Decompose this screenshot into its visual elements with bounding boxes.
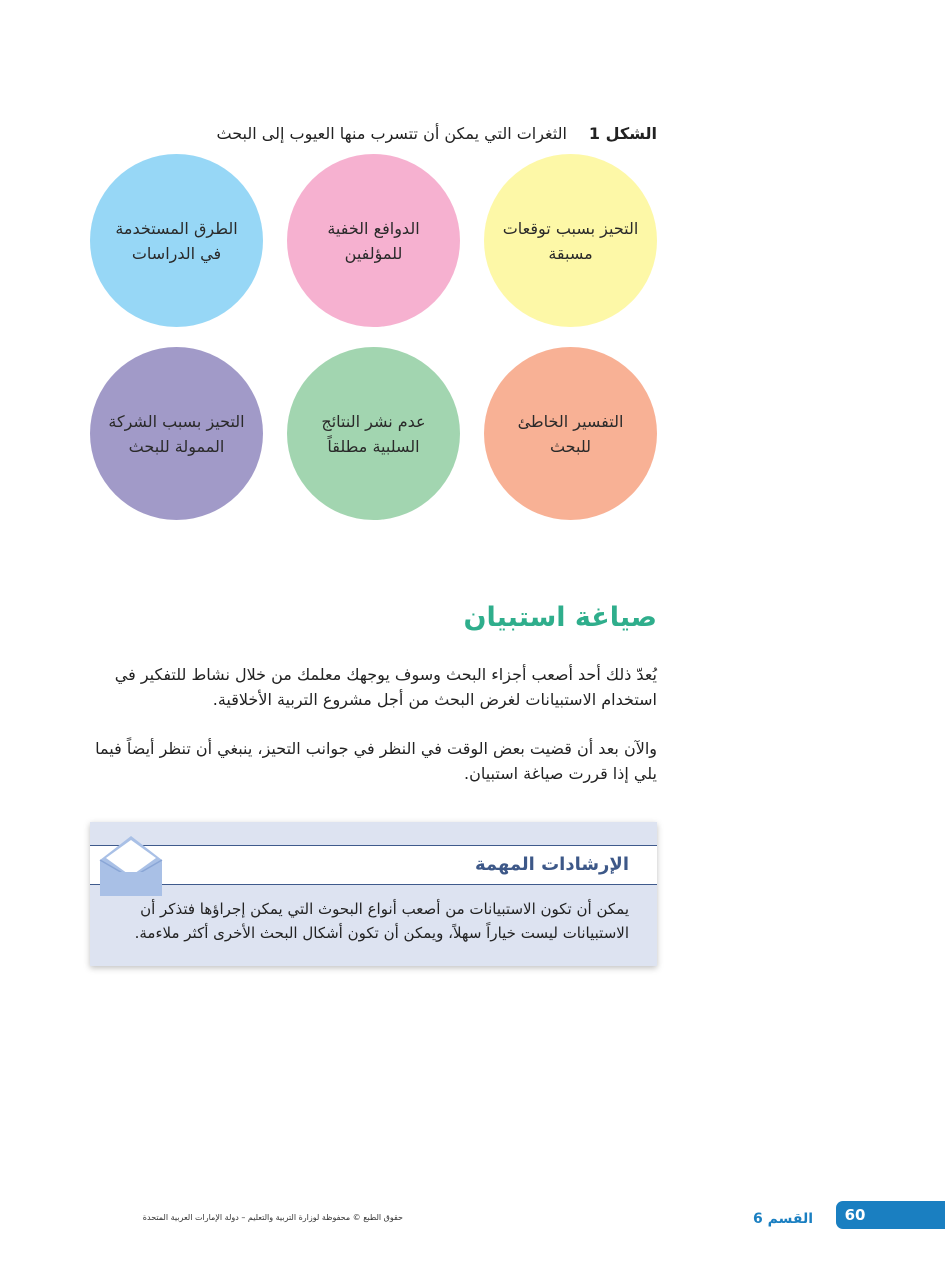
circle-label: التحيز بسبب توقعات مسبقة <box>502 218 639 263</box>
circle-label: التفسير الخاطئ للبحث <box>517 411 624 456</box>
circle-label: الدوافع الخفية للمؤلفين <box>327 218 420 263</box>
circle-misinterpretation <box>484 347 657 520</box>
circle-label: عدم نشر النتائج السلبية مطلقاً <box>321 411 426 456</box>
tip-box <box>90 822 657 966</box>
tip-header-band <box>90 845 657 885</box>
page-number: 60 <box>844 1206 866 1224</box>
paragraph-1: يُعدّ ذلك أحد أصعب أجزاء البحث وسوف يوجهك معلمك من خلال نشاط للتفكير في استخدام الاستبيانات لغرض البحث من أجل مشروع التربية الأخلاقية. <box>114 665 657 709</box>
tip-title: الإرشادات المهمة <box>474 854 629 875</box>
circle-unpublished-negatives <box>287 347 460 520</box>
circle-label: التحيز بسبب الشركة الممولة للبحث <box>108 411 245 456</box>
circle-study-methods <box>90 154 263 327</box>
copyright-notice: حقوق الطبع © محفوظة لوزارة التربية والتعليم – دولة الإمارات العربية المتحدة <box>142 1213 403 1222</box>
tip-text: يمكن أن تكون الاستبيانات من أصعب أنواع البحوث التي يمكن إجراؤها فتذكر أن الاستبيانات ليست خياراً سهلاً، ويمكن أن تكون أشكال البحث الأخرى أكثر ملاءمة. <box>134 900 629 942</box>
circle-bias-expectations <box>484 154 657 327</box>
figure-caption <box>150 121 657 147</box>
figure-caption-text: الثغرات التي يمكن أن تتسرب منها العيوب إلى البحث <box>216 124 567 143</box>
figure-label: الشكل 1 <box>588 124 657 143</box>
envelope-icon <box>98 832 164 898</box>
circle-label: الطرق المستخدمة في الدراسات <box>115 218 238 263</box>
circle-funding-bias <box>90 347 263 520</box>
section-title: صياغة استبيان <box>463 602 657 633</box>
circle-hidden-motives <box>287 154 460 327</box>
footer-section-label: القسم 6 <box>753 1211 813 1227</box>
paragraph-2: والآن بعد أن قضيت بعض الوقت في النظر في جوانب التحيز، ينبغي أن تنظر أيضاً فيما يلي إذا قررت صياغة استبيان. <box>95 739 657 783</box>
